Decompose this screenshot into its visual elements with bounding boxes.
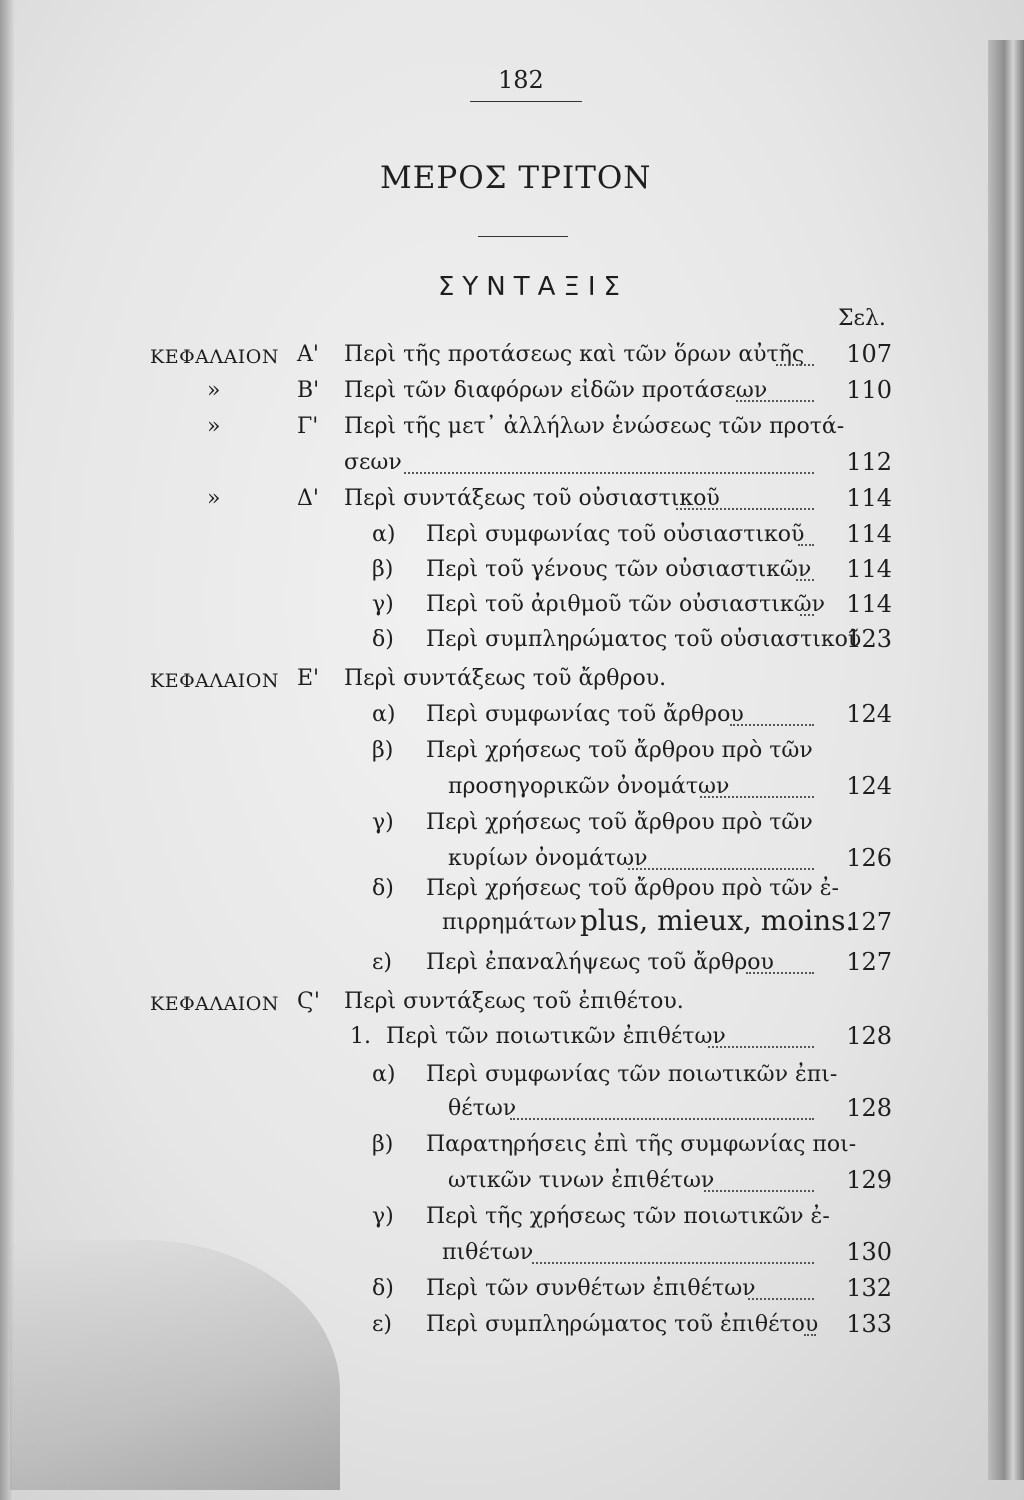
entry-text-continuation: σεων (344, 450, 402, 475)
chapter-label: ΚΕΦΑΛΑΙΟΝ (150, 346, 280, 368)
leader-dots (730, 720, 814, 726)
entry-text-continuation: ωτικῶν τινων ἐπιθέτων (448, 1168, 715, 1193)
leader-dots (532, 1258, 814, 1264)
sub-mark: γ) (372, 592, 394, 617)
entry-text: Περὶ τοῦ γένους τῶν οὐσιαστικῶν (426, 557, 812, 582)
entry-text: Περὶ τῶν συνθέτων ἐπιθέτων (426, 1276, 756, 1301)
sub-mark: γ) (372, 1204, 394, 1229)
chapter-mark: Ϛ' (297, 989, 320, 1014)
sub-mark: δ) (372, 1276, 394, 1301)
entry-page: 130 (846, 1238, 892, 1266)
entry-page: 114 (846, 590, 892, 618)
sub-mark: β) (372, 738, 394, 763)
entry-text: Περὶ συμφωνίας τῶν ποιωτικῶν ἐπι- (426, 1062, 838, 1087)
entry-text: Περὶ τῶν διαφόρων εἰδῶν προτάσεων (344, 378, 768, 403)
entry-text: Περὶ τῆς μετ᾽ ἀλλήλων ἑνώσεως τῶν προτά- (344, 414, 845, 439)
chapter-label: ΚΕΦΑΛΑΙΟΝ (150, 670, 280, 692)
leader-dots (736, 396, 814, 402)
entry-page: 128 (846, 1022, 892, 1050)
entry-text: Περὶ χρήσεως τοῦ ἄρθρου πρὸ τῶν ἐ- (426, 876, 839, 901)
leader-dots (800, 610, 814, 616)
leader-dots (708, 1042, 814, 1048)
entry-text: Περὶ τοῦ ἀριθμοῦ τῶν οὐσιαστικῶν (426, 592, 825, 617)
sub-mark: γ) (372, 810, 394, 835)
leader-dots (746, 968, 814, 974)
entry-text: Περὶ συμφωνίας τοῦ ἄρθρου (426, 702, 744, 727)
entry-text-continuation: πιρρημάτων (442, 910, 577, 935)
chapter-mark: Ε' (297, 666, 320, 691)
entry-page: 114 (846, 520, 892, 548)
entry-text: Περὶ συμπληρώματος τοῦ οὐσιαστικοῦ (426, 627, 862, 652)
leader-dots (748, 1294, 814, 1300)
entry-text: Περὶ τῶν ποιωτικῶν ἐπιθέτων (386, 1024, 726, 1049)
leader-dots (804, 1330, 816, 1336)
entry-page: 112 (846, 448, 892, 476)
page-number: 182 (498, 66, 544, 94)
leader-dots (700, 792, 814, 798)
ditto-mark: » (207, 414, 221, 439)
entry-page: 110 (846, 376, 892, 404)
entry-page: 127 (846, 908, 892, 936)
chapter-mark: Δ' (297, 486, 319, 511)
sub-mark: ε) (372, 1312, 392, 1337)
entry-text: Περὶ χρήσεως τοῦ ἄρθρου πρὸ τῶν (426, 810, 813, 835)
entry-text-continuation: θέτων (448, 1096, 517, 1121)
ditto-mark: » (207, 486, 221, 511)
sub-mark: ε) (372, 950, 392, 975)
entry-text: Περὶ ἐπαναλήψεως τοῦ ἄρθρου (426, 950, 774, 975)
entry-text: Περὶ τῆς προτάσεως καὶ τῶν ὅρων αὐτῆς (344, 342, 805, 367)
entry-text-continuation: κυρίων ὀνομάτων (448, 846, 648, 871)
entry-page: 132 (846, 1274, 892, 1302)
sub-mark: 1. (350, 1024, 371, 1049)
leader-dots (776, 360, 814, 366)
sub-mark: α) (372, 1062, 396, 1087)
chapter-label: ΚΕΦΑΛΑΙΟΝ (150, 993, 280, 1015)
entry-page: 133 (846, 1310, 892, 1338)
entry-text: Περὶ συμφωνίας τοῦ οὐσιαστικοῦ (426, 522, 805, 547)
page-column-label: Σελ. (838, 306, 886, 331)
entry-text: Περὶ συντάξεως τοῦ ἐπιθέτου. (344, 989, 684, 1014)
leader-dots (628, 864, 814, 870)
entry-text-continuation: προσηγορικῶν ὀνομάτων (448, 774, 730, 799)
entry-page: 123 (846, 625, 892, 653)
sub-mark: α) (372, 522, 396, 547)
leader-dots (404, 468, 814, 474)
entry-page: 114 (846, 484, 892, 512)
entry-text: Περὶ συντάξεως τοῦ οὐσιαστικοῦ (344, 486, 720, 511)
paper-stain (10, 1240, 340, 1490)
sub-mark: β) (372, 557, 394, 582)
entry-text: Περὶ συμπληρώματος τοῦ ἐπιθέτου (426, 1312, 819, 1337)
page-right-edge (988, 40, 1024, 1480)
entry-page: 124 (846, 772, 892, 800)
sub-mark: δ) (372, 876, 394, 901)
leader-dots (704, 1186, 814, 1192)
entry-page: 128 (846, 1094, 892, 1122)
chapter-mark: Α' (297, 342, 319, 367)
header-rule (470, 101, 582, 102)
chapter-mark: Γ' (297, 414, 319, 439)
entry-text: Περὶ συντάξεως τοῦ ἄρθρου. (344, 666, 667, 691)
part-title: ΜΕΡΟΣ ΤΡΙΤΟΝ (380, 160, 652, 196)
sub-mark: β) (372, 1132, 394, 1157)
entry-page: 114 (846, 555, 892, 583)
entry-page: 126 (846, 844, 892, 872)
entry-page: 124 (846, 700, 892, 728)
entry-text: Περὶ χρήσεως τοῦ ἄρθρου πρὸ τῶν (426, 738, 813, 763)
sub-mark: δ) (372, 627, 394, 652)
leader-dots (676, 504, 814, 510)
entry-page: 107 (846, 340, 892, 368)
leader-dots (510, 1114, 814, 1120)
entry-text-continuation: πιθέτων (442, 1240, 534, 1265)
entry-text: Περὶ τῆς χρήσεως τῶν ποιωτικῶν ἐ- (426, 1204, 830, 1229)
section-title: ΣΥΝΤΑΞΙΣ (438, 272, 628, 302)
entry-text: Παρατηρήσεις ἐπὶ τῆς συμφωνίας ποι- (426, 1132, 857, 1157)
chapter-mark: Β' (297, 378, 320, 403)
leader-dots (798, 540, 814, 546)
leader-dots (796, 575, 814, 581)
entry-page: 127 (846, 948, 892, 976)
entry-page: 129 (846, 1166, 892, 1194)
title-rule (478, 236, 568, 237)
latin-words: plus, mieux, moins. (580, 904, 855, 937)
ditto-mark: » (207, 378, 221, 403)
sub-mark: α) (372, 702, 396, 727)
